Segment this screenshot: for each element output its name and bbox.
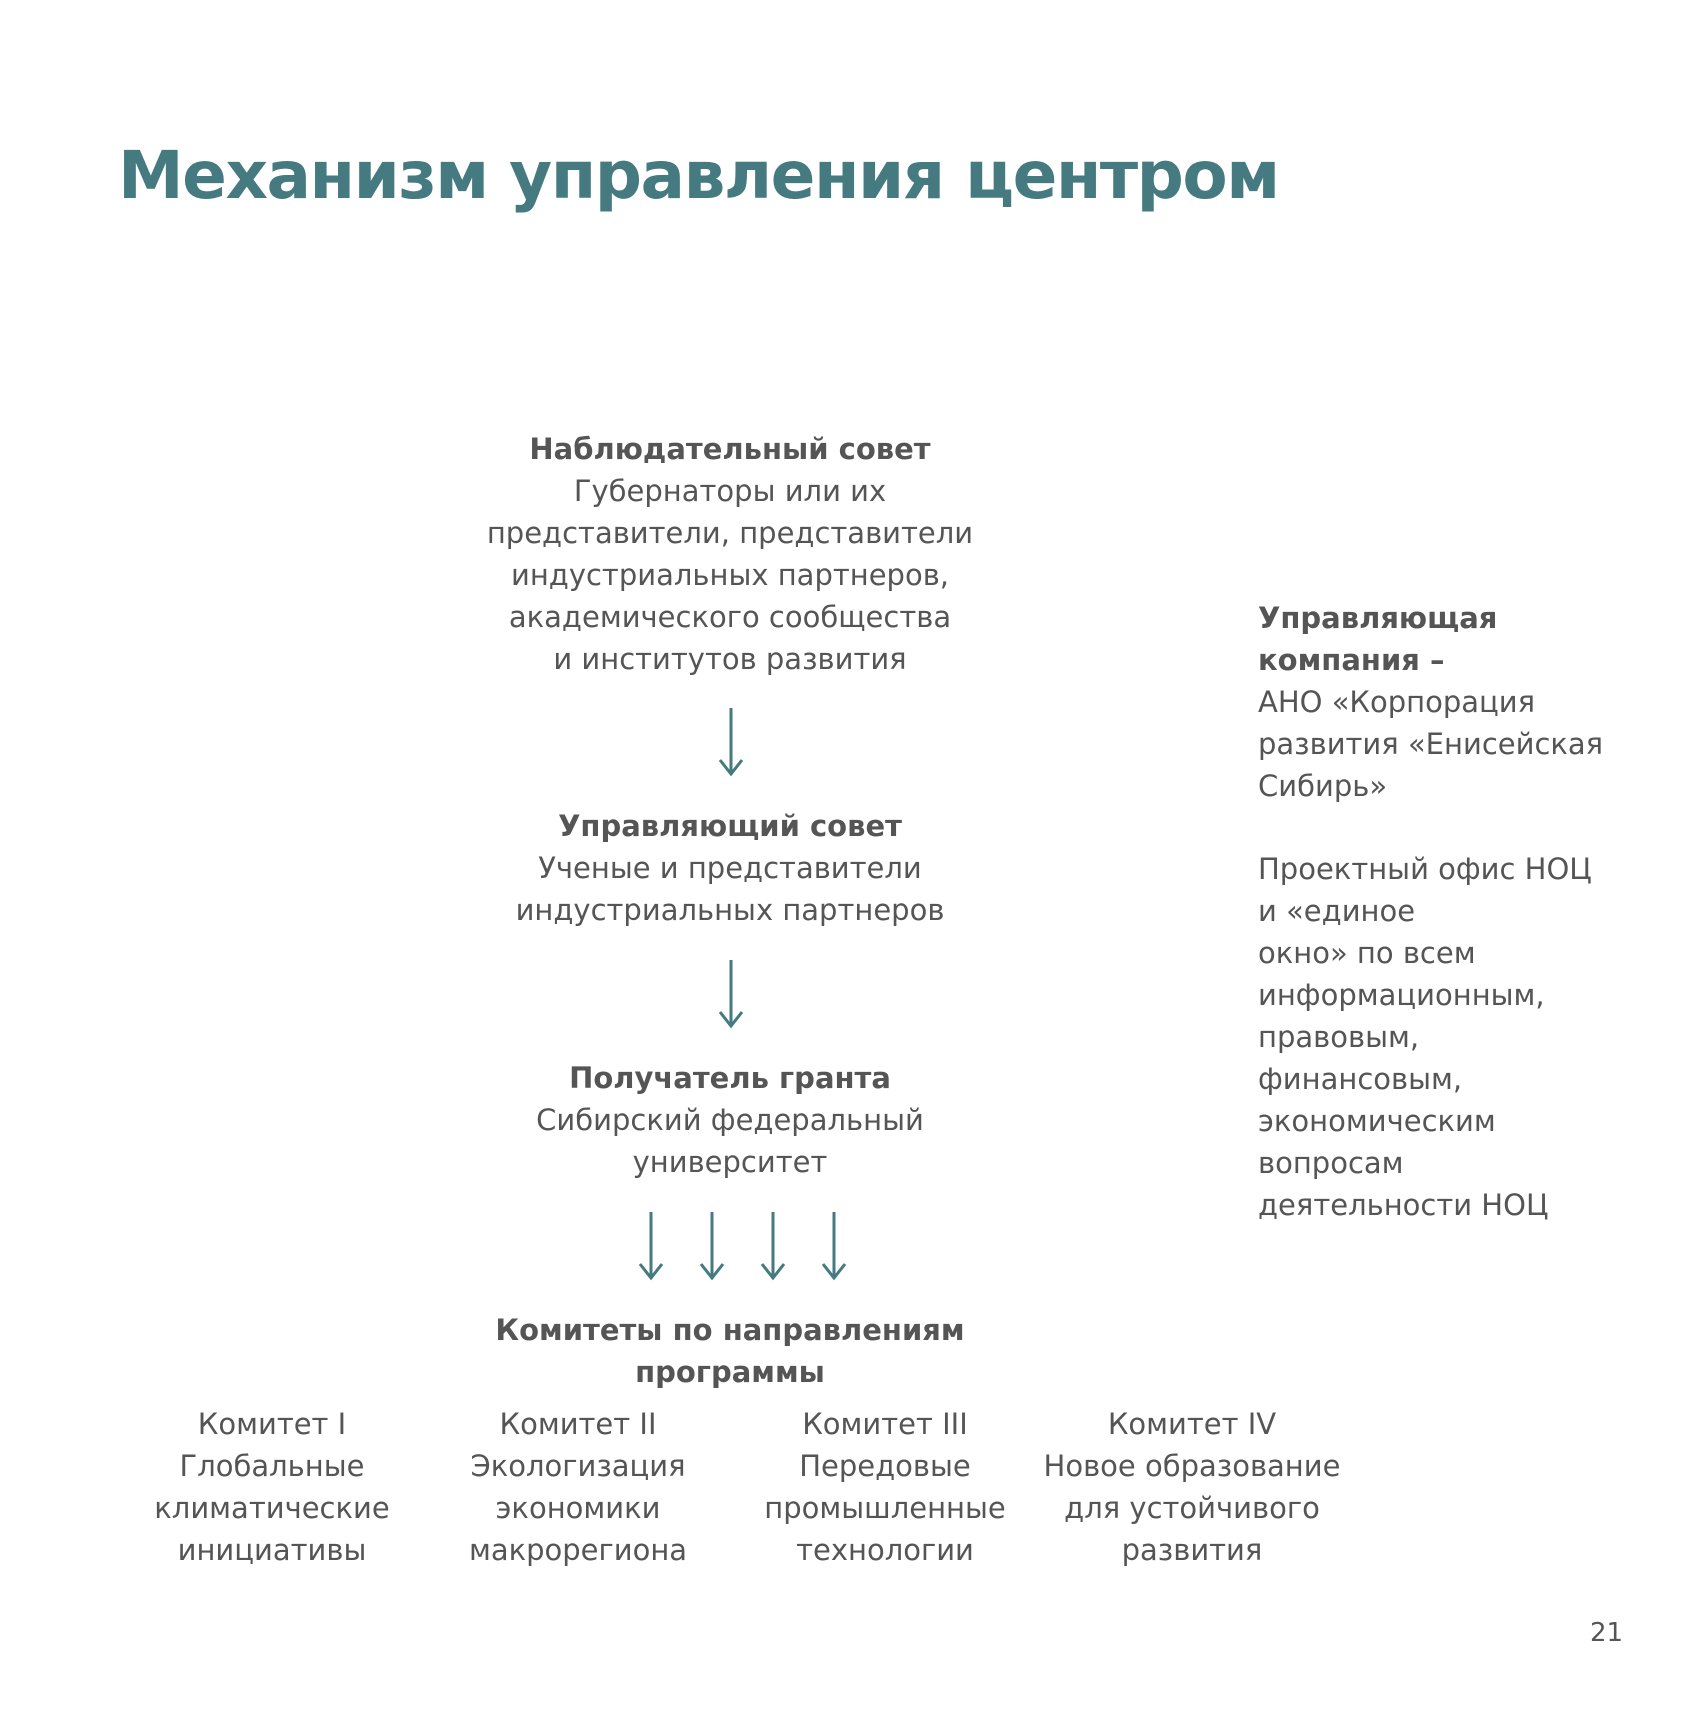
committee-line: Глобальные: [179, 1449, 365, 1483]
project-office-line: информационным,: [1258, 978, 1545, 1012]
page-title: Механизм управления центром: [118, 137, 1279, 214]
supervisory-board-heading: Наблюдательный совет: [529, 432, 931, 466]
committee-line: Передовые: [799, 1449, 971, 1483]
supervisory-board-line: представители, представители: [486, 516, 974, 550]
management-company-block: [1258, 597, 1658, 807]
down-arrow-icon: [821, 1212, 847, 1282]
committee-4: [1042, 1403, 1342, 1571]
committee-2: [448, 1403, 708, 1571]
committees-heading-block: [480, 1309, 980, 1393]
management-company-line: Сибирь»: [1258, 769, 1388, 803]
management-board-block: [480, 805, 980, 931]
management-company-heading: компания –: [1258, 643, 1445, 677]
committee-line: Комитет I: [197, 1407, 347, 1441]
project-office-block: [1258, 848, 1658, 1226]
grant-recipient-line: университет: [632, 1145, 828, 1179]
project-office-line: финансовым,: [1258, 1062, 1463, 1096]
committee-line: развития: [1121, 1533, 1263, 1567]
committee-1: [142, 1403, 402, 1571]
down-arrow-icon: [760, 1212, 786, 1282]
committee-line: Экологизация: [470, 1449, 686, 1483]
committee-line: Комитет III: [802, 1407, 968, 1441]
committee-line: экономики: [495, 1491, 661, 1525]
committee-line: технологии: [796, 1533, 974, 1567]
committees-heading-line: Комитеты по направлениям: [495, 1313, 965, 1347]
grant-recipient-block: [480, 1057, 980, 1183]
committee-line: инициативы: [177, 1533, 367, 1567]
committee-3: [755, 1403, 1015, 1571]
project-office-line: правовым,: [1258, 1020, 1420, 1054]
management-company-line: АНО «Корпорация: [1258, 685, 1536, 719]
supervisory-board-line: Губернаторы или их: [573, 474, 887, 508]
down-arrow-icon: [638, 1212, 664, 1282]
down-arrow-icon: [699, 1212, 725, 1282]
project-office-line: деятельности НОЦ: [1258, 1188, 1549, 1222]
project-office-line: окно» по всем: [1258, 936, 1476, 970]
grant-recipient-line: Сибирский федеральный: [536, 1103, 924, 1137]
down-arrow-icon: [718, 960, 744, 1030]
supervisory-board-line: и институтов развития: [553, 642, 907, 676]
committee-line: для устойчивого: [1064, 1491, 1320, 1525]
project-office-line: экономическим: [1258, 1104, 1496, 1138]
project-office-line: и «единое: [1258, 894, 1416, 928]
supervisory-board-block: [480, 428, 980, 680]
supervisory-board-line: академического сообщества: [508, 600, 952, 634]
management-board-line: индустриальных партнеров: [515, 893, 945, 927]
project-office-line: Проектный офис НОЦ: [1258, 852, 1592, 886]
supervisory-board-line: индустриальных партнеров,: [510, 558, 950, 592]
committee-line: Комитет IV: [1107, 1407, 1277, 1441]
committee-line: макрорегиона: [468, 1533, 688, 1567]
project-office-line: вопросам: [1258, 1146, 1404, 1180]
management-company-line: развития «Енисейская: [1258, 727, 1604, 761]
page-number: 21: [1590, 1618, 1624, 1648]
committees-heading-line: программы: [635, 1355, 825, 1389]
management-company-heading: Управляющая: [1258, 601, 1498, 635]
management-board-line: Ученые и представители: [538, 851, 922, 885]
grant-recipient-heading: Получатель гранта: [569, 1061, 891, 1095]
committee-line: климатические: [154, 1491, 390, 1525]
down-arrow-icon: [718, 708, 744, 778]
committee-line: Новое образование: [1043, 1449, 1341, 1483]
committee-line: промышленные: [764, 1491, 1006, 1525]
management-board-heading: Управляющий совет: [558, 809, 902, 843]
committee-line: Комитет II: [499, 1407, 657, 1441]
